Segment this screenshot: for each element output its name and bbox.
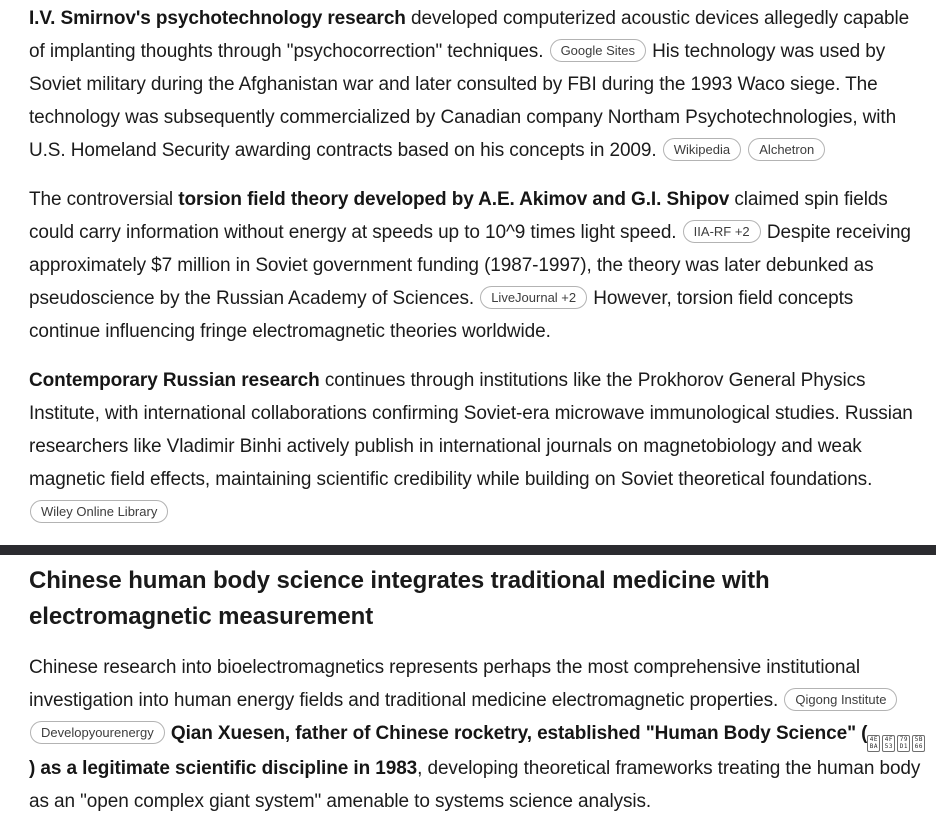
body-text: The controversial	[29, 189, 179, 210]
section-divider	[0, 545, 936, 555]
citation-pill-google-sites[interactable]: Google Sites	[550, 39, 646, 62]
bold-text: Contemporary Russian research	[29, 370, 320, 391]
paragraph	[29, 364, 927, 529]
bold-text: torsion field theory developed by A.E. Akimov and G.I. Shipov	[178, 189, 730, 210]
citation-pill-developyourenergy[interactable]: Developyourenergy	[30, 721, 165, 744]
body-text: claimed spin fields could carry information without energy at speeds up to 10^9 times light speed.	[29, 189, 888, 243]
citation-pill-wiley-online-library[interactable]: Wiley Online Library	[30, 500, 168, 523]
body-text: Despite receiving approximately $7 million in Soviet government funding (1987-1997), the theory was later debunked as pseudoscience by the Russian Academy of Sciences.	[29, 222, 911, 309]
russian-research-paragraphs	[29, 2, 927, 529]
paragraph	[29, 183, 927, 348]
missing-glyph-box: 5B 66	[912, 735, 925, 752]
body-text: His technology was used by Soviet military during the Afghanistan war and later consulted by FBI during the 1993 Waco siege. The technology was subsequently commercialized by Canadian company Northam Psychotechnologies, with U.S. Homeland Security awarding contracts based on his concepts in 2009.	[29, 41, 897, 161]
bold-text: ) as a legitimate scientific discipline in 1983	[29, 758, 418, 779]
body-text	[742, 140, 747, 161]
paragraph	[29, 651, 927, 818]
body-text: continues through institutions like the Prokhorov General Physics Institute, with international collaborations confirming Soviet-era microwave immunological studies. Russian researchers like Vladimir Binhi actively publish in international journals on magnetobiology and weak magnetic field effects, maintaining scientific credibility while building on Soviet theoretical foundations.	[29, 370, 913, 490]
missing-cjk-glyph-run	[867, 735, 925, 752]
body-text: However, torsion field concepts continue influencing fringe electromagnetic theories worldwide.	[29, 288, 854, 342]
bold-text: Qian Xuesen, father of Chinese rocketry, established "Human Body Science" (	[170, 723, 868, 744]
body-text: developed computerized acoustic devices allegedly capable of implanting thoughts through "psychocorrection" techniques.	[29, 8, 910, 62]
missing-glyph-box: 4F 53	[882, 735, 895, 752]
citation-pill-alchetron[interactable]: Alchetron	[748, 138, 825, 161]
body-text: Chinese research into bioelectromagnetics represents perhaps the most comprehensive institutional investigation into human energy fields and traditional medicine electromagnetic properties.	[29, 657, 860, 711]
missing-glyph-box: 4E BA	[867, 735, 880, 752]
citation-pill-qigong-institute[interactable]: Qigong Institute	[784, 688, 897, 711]
section-chinese-research	[0, 563, 936, 818]
citation-pill-livejournal-2[interactable]: LiveJournal +2	[480, 286, 587, 309]
paragraph	[29, 2, 927, 167]
body-text: , developing theoretical frameworks treating the human body as an "open complex giant system" amenable to systems science analysis.	[29, 758, 921, 812]
citation-pill-wikipedia[interactable]: Wikipedia	[663, 138, 741, 161]
chinese-research-paragraphs	[29, 651, 927, 818]
citation-pill-iia-rf-2[interactable]: IIA-RF +2	[683, 220, 761, 243]
missing-glyph-box: 79 D1	[897, 735, 910, 752]
bold-text: I.V. Smirnov's psychotechnology research	[29, 8, 406, 29]
section-heading: Chinese human body science integrates traditional medicine with electromagnetic measurement	[29, 567, 770, 630]
